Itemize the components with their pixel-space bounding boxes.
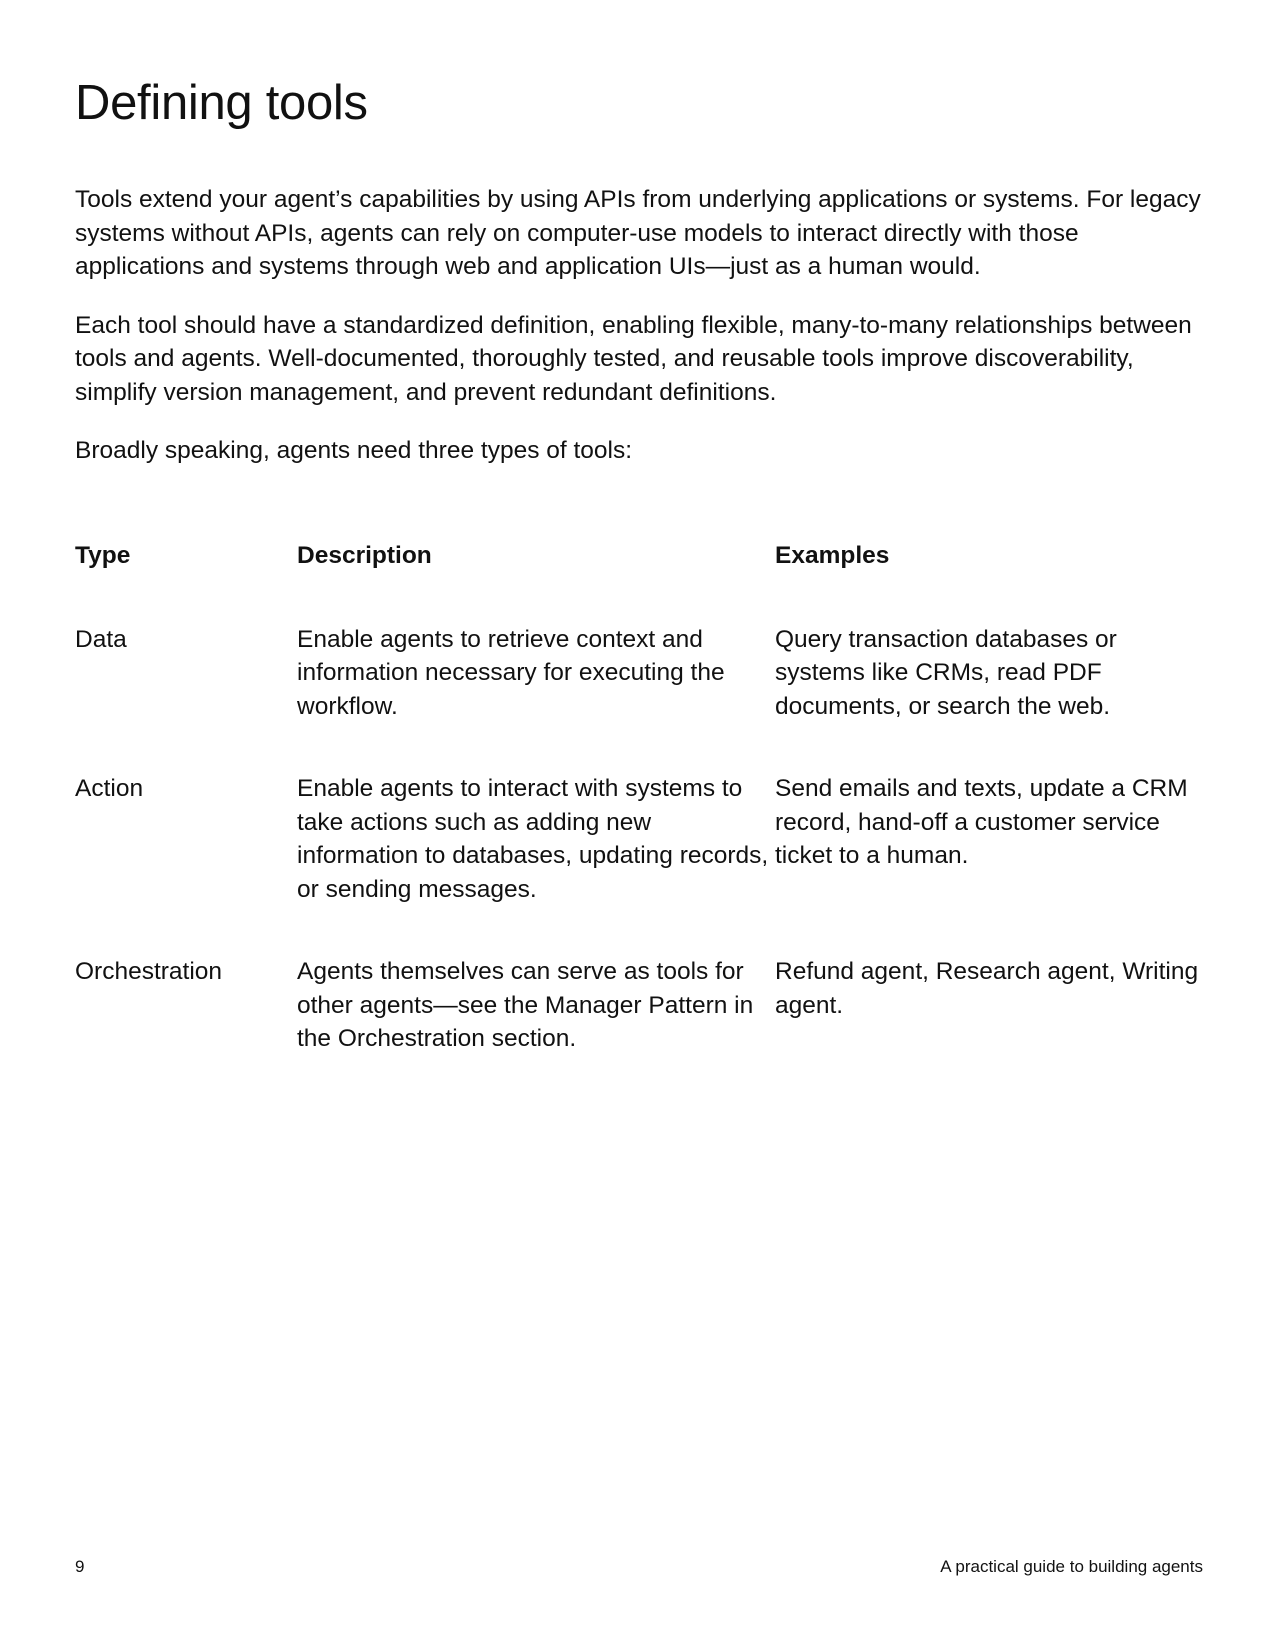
intro-text [75,183,1205,493]
table-row [75,955,1215,1056]
cell-description: Enable agents to interact with systems to take actions such as adding new information to databases, updating records, or sending messages. [297,775,769,903]
cell-type: Orchestration [75,958,223,985]
cell-examples: Refund agent, Research agent, Writing agent. [775,958,1199,1019]
paragraph-tools-intro: Tools extend your agent’s capabilities by using APIs from underlying applications or systems. For legacy systems without APIs, agents can rely on computer-use models to interact directly with those applications and systems through web and application UIs—just as a human would. [75,186,1201,280]
cell-examples: Query transaction databases or systems like CRMs, read PDF documents, or search the web. [775,625,1117,720]
cell-description: Agents themselves can serve as tools for other agents—see the Manager Pattern in the Orchestration section. [297,958,754,1052]
cell-examples: Send emails and texts, update a CRM record, hand-off a customer service ticket to a human. [775,775,1188,869]
cell-type: Data [75,625,127,653]
column-header-examples: Examples [775,542,890,569]
paragraph-tool-types-lead: Broadly speaking, agents need three types of tools: [75,437,633,464]
page-number: 9 [75,1557,85,1576]
table-header-row [75,539,1215,573]
cell-type: Action [75,775,144,802]
table-row [75,772,1215,906]
cell-description: Enable agents to retrieve context and information necessary for executing the workflow. [297,625,725,720]
paragraph-standardized-definition: Each tool should have a standardized definition, enabling flexible, many-to-many relationships between tools and agents. Well-documented, thoroughly tested, and reusable tools improve discoverability, simplify version management, and prevent redundant definitions. [75,311,1192,406]
tool-types-table [75,539,1215,1105]
table-row [75,623,1215,724]
page-title: Defining tools [75,76,368,130]
document-title: A practical guide to building agents [940,1557,1203,1576]
column-header-description: Description [297,542,432,569]
column-header-type: Type [75,542,131,569]
